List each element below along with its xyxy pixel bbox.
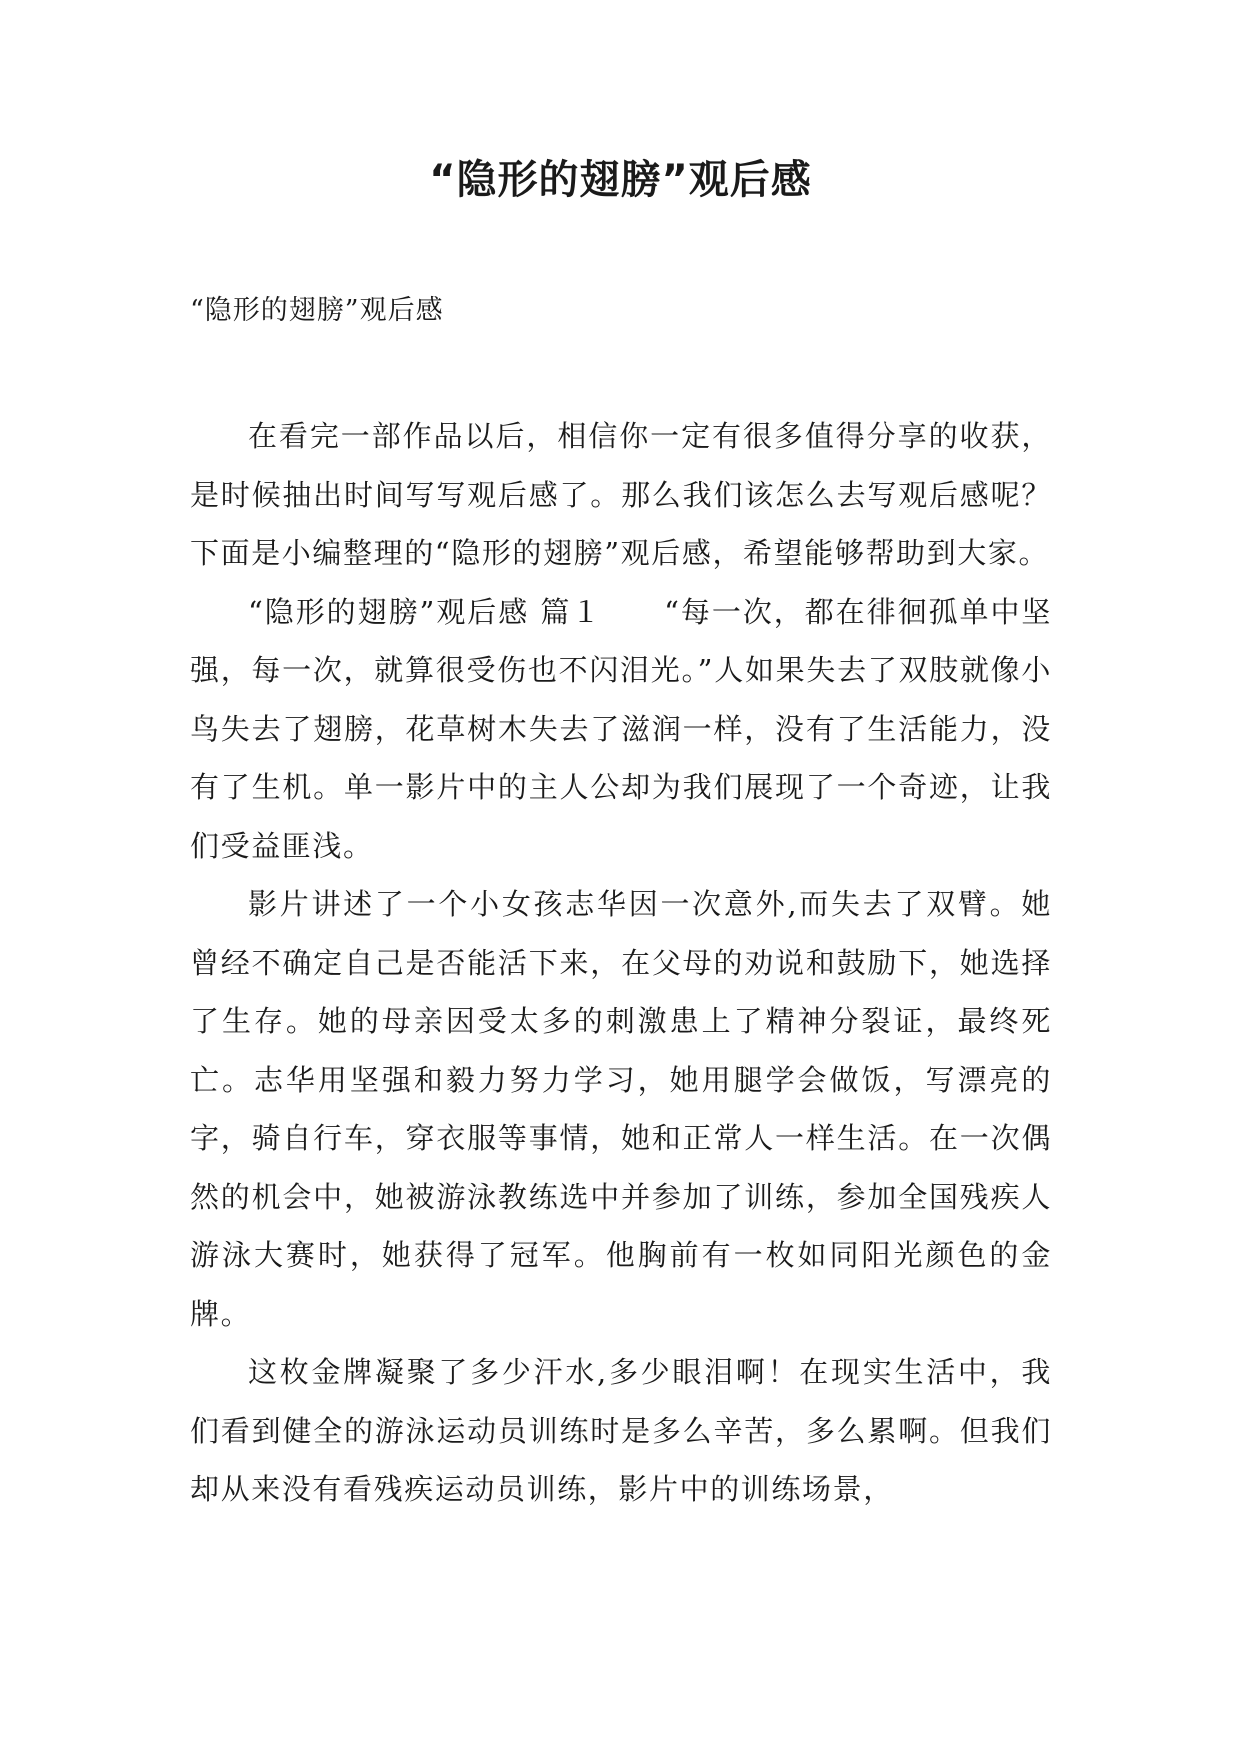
paragraph-story: 影片讲述了一个小女孩志华因一次意外,而失去了双臂。她曾经不确定自己是否能活下来，在父母的劝说和鼓励下，她选择了生存。她的母亲因受太多的刺激患上了精神分裂证，最终死亡。志华用坚强和毅力努力学习，她用腿学会做饭，写漂亮的字，骑自行车，穿衣服等事情，她和正常人一样生活。在一次偶然的机会中，她被游泳教练选中并参加了训练，参加全国残疾人游泳大赛时，她获得了冠军。他胸前有一枚如同阳光颜色的金牌。 <box>190 887 1052 1331</box>
paragraph-intro: 在看完一部作品以后，相信你一定有很多值得分享的收获，是时候抽出时间写写观后感了。那么我们该怎么去写观后感呢？下面是小编整理的“隐形的翅膀”观后感，希望能够帮助到大家。 <box>190 419 1052 570</box>
document-title: “隐形的翅膀”观后感 <box>429 157 812 203</box>
paragraph-medal: 这枚金牌凝聚了多少汗水,多少眼泪啊！在现实生活中，我们看到健全的游泳运动员训练时是多么辛苦，多么累啊。但我们却从来没有看残疾运动员训练，影片中的训练场景， <box>190 1355 1052 1506</box>
document-subtitle: “隐形的翅膀”观后感 <box>190 295 444 326</box>
document-body <box>190 407 1052 1519</box>
paragraph-chapter-1: “隐形的翅膀”观后感 篇１ “每一次，都在徘徊孤单中坚强，每一次，就算很受伤也不闪泪光。”人如果失去了双肢就像小鸟失去了翅膀，花草树木失去了滋润一样，没有了生活能力，没有了生机。单一影片中的主人公却为我们展现了一个奇迹，让我们受益匪浅。 <box>190 594 1052 863</box>
